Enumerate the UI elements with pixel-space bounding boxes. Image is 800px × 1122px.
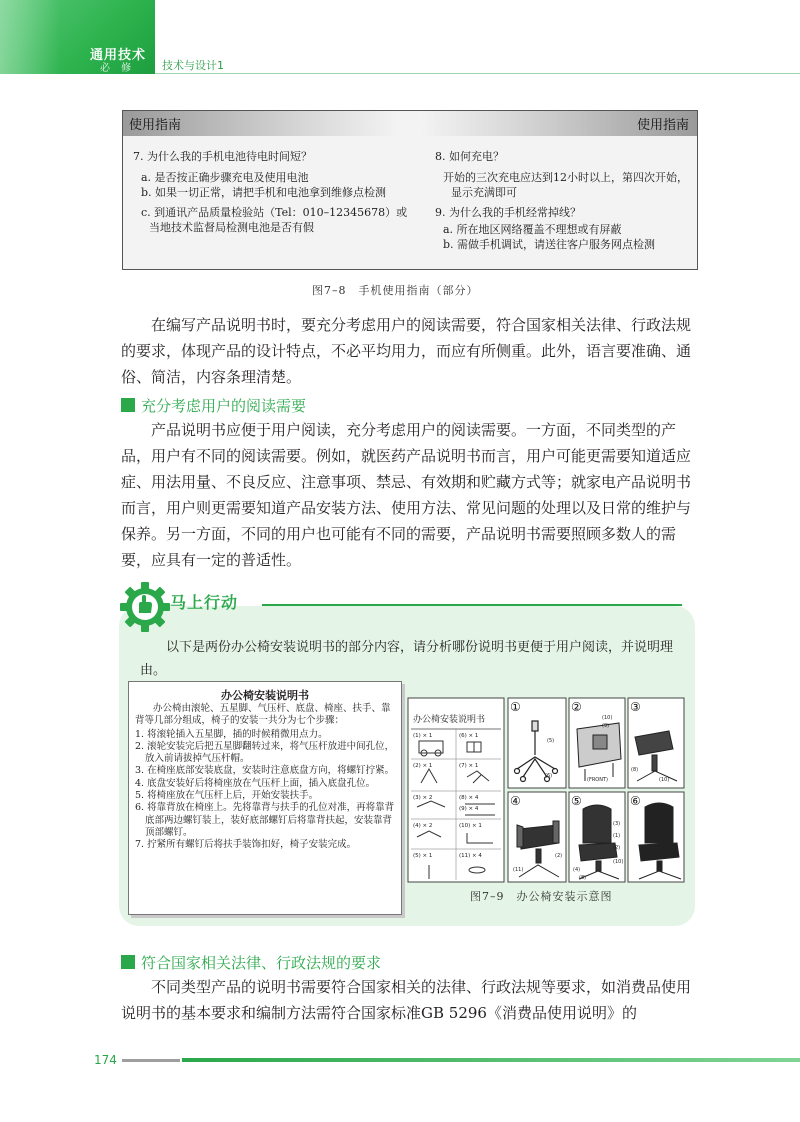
front-label: (FRONT) (587, 777, 608, 783)
part-label: (6) × 1 (459, 733, 479, 739)
callout: (10) (659, 777, 670, 783)
part-label: (9) × 4 (459, 806, 479, 812)
part-label: (3) × 2 (413, 795, 433, 801)
phone-guide-box (122, 110, 698, 270)
callout: (4) (573, 867, 581, 873)
part-label: (11) × 4 (459, 853, 482, 859)
part-label: (8) × 4 (459, 795, 479, 801)
section-title: 充分考虑用户的阅读需要 (141, 397, 307, 415)
section-marker (121, 955, 135, 969)
manual-step: 6. 将靠背放在椅座上。先将靠背与扶手的孔位对准，再将靠背底部两边螺钉装上，装好底部螺钉后将靠背扶起，安装靠背顶部螺钉。 (135, 802, 395, 838)
chair-manual-text (128, 681, 402, 915)
chair-assembly-illustration (407, 697, 685, 883)
guide-question: 9. 为什么我的手机经常掉线？ (435, 206, 581, 219)
guide-answer: a. 所在地区网络覆盖不理想或有屏蔽 (443, 223, 622, 236)
manual-step: 2. 滚轮安装完后把五星脚翻转过来，将气压杆放进中间孔位，放入前请拔掉气压杆帽。 (135, 740, 395, 765)
action-instruction: 以下是两份办公椅安装说明书的部分内容，请分析哪份说明书更便于用户阅读，并说明理由。 (140, 640, 674, 678)
callout: (11) (513, 867, 524, 873)
callout: (9) (602, 723, 610, 729)
callout: (10) (613, 859, 624, 865)
section-marker (121, 398, 135, 412)
step-number: ④ (510, 794, 521, 808)
callout: (3) (613, 821, 621, 827)
manual-step: 5. 将椅座放在气压杆上后，开始安装扶手。 (135, 790, 319, 802)
guide-left-column (133, 149, 413, 235)
gear-icon (118, 580, 172, 634)
manual-step: 1. 将滚轮插入五星脚，插的时候稍微用点力。 (135, 728, 328, 740)
paragraph-intro: 在编写产品说明书时，要充分考虑用户的阅读需要，符合国家相关法律、行政法规的要求，体现产品的设计特点，不必平均用力，而应有所侧重。此外，语言要准确、通俗、简洁，内容条理清楚。 (121, 316, 692, 386)
section-title: 符合国家相关法律、行政法规的要求 (141, 954, 382, 972)
header-rule (155, 73, 800, 74)
part-label: (10) × 1 (459, 823, 482, 829)
step-number: ① (510, 700, 521, 714)
part-label: (7) × 1 (459, 763, 479, 769)
footer-rule-green (182, 1058, 800, 1062)
step-number: ⑤ (571, 794, 582, 808)
book-title: 技术与设计1 (162, 59, 224, 72)
figure-caption-7-9: 图7–9 办公椅安装示意图 (470, 890, 613, 903)
series-title: 通用技术 (90, 48, 147, 63)
callout: (2) (613, 845, 621, 851)
manual-title: 办公椅安装说明书 (221, 689, 309, 702)
footer-rule-gray (122, 1059, 180, 1062)
guide-tag-right: 使用指南 (636, 118, 689, 133)
guide-question: 7. 为什么我的手机电池待电时间短？ (133, 150, 312, 163)
section-heading-1 (121, 395, 421, 415)
manual-intro: 办公椅由滚轮、五星脚、气压杆、底盘、椅座、扶手、靠背等几部分组成，椅子的安装一共分为七个步骤： (135, 703, 391, 727)
step-number: ⑥ (630, 794, 641, 808)
figure-box-title: 办公椅安装说明书 (413, 715, 486, 725)
action-title: 马上行动 (170, 593, 239, 612)
guide-answer: b. 如果一切正常，请把手机和电池拿到维修点检测 (141, 186, 387, 199)
manual-step: 7. 拧紧所有螺钉后将扶手装饰扣好，椅子安装完成。 (135, 839, 357, 851)
callout: (8) (631, 767, 639, 773)
callout: (5) (547, 738, 555, 744)
series-subtitle: 必 修 (100, 63, 136, 74)
callout: (1) (613, 833, 621, 839)
callout: (8) (579, 875, 587, 881)
guide-question: 8. 如何充电？ (435, 150, 504, 163)
part-label: (4) × 2 (413, 823, 433, 829)
guide-title-bar (123, 111, 697, 136)
step-number: ② (571, 700, 582, 714)
manual-step: 3. 在椅座底部安装底盘，安装时注意底盘方向，将螺钉拧紧。 (135, 765, 395, 777)
action-title-rule (262, 604, 682, 606)
callout: (2) (555, 853, 563, 859)
section-heading-2 (121, 952, 481, 972)
guide-answer: a. 是否按正确步骤充电及使用电池 (141, 171, 309, 184)
paragraph-regulations: 不同类型产品的说明书需要符合国家相关的法律、行政法规等要求，如消费品使用说明书的基本要求和编制方法需符合国家标准GB 5296《消费品使用说明》的 (121, 978, 692, 1022)
manual-step: 4. 底盘安装好后将椅座放在气压杆上面，插入底盘孔位。 (135, 777, 376, 789)
callout: (10) (602, 715, 613, 721)
paragraph-reading-needs: 产品说明书应便于用户阅读，充分考虑用户的阅读需要。一方面，不同类型的产品，用户有不同的阅读需要。例如，就医药产品说明书而言，用户可能更需要知道适应症、用法用量、不良反应、注意事项、禁忌、有效期和贮藏方式等；就家电产品说明书而言，用户则更需要知道产品安装方法、使用方法、常见问题的处理以及日常的维护与保养。另一方面，不同的用户也可能有不同的需要，产品说明书需要照顾多数人的需要，应具有一定的普适性。 (121, 421, 692, 569)
guide-right-column (435, 149, 693, 252)
guide-answer: 开始的三次充电应达到12小时以上，第四次开始，显示充满即可 (443, 171, 688, 199)
manual-body (135, 703, 397, 852)
page-number: 174 (94, 1053, 117, 1067)
figure-caption-7-8: 图7–8 手机使用指南（部分） (312, 284, 479, 297)
guide-answer: c. 到通讯产品质量检验站（Tel：010–12345678）或当地技术监督局检测电池是否有假 (141, 206, 408, 234)
part-label: (2) × 1 (413, 763, 433, 769)
part-label: (1) × 1 (413, 733, 433, 739)
part-label: (5) × 1 (413, 853, 433, 859)
step-number: ③ (630, 700, 641, 714)
guide-tag-left: 使用指南 (129, 118, 182, 133)
guide-answer: b. 需做手机调试，请送往客户服务网点检测 (443, 238, 656, 251)
callout: (6) (545, 773, 553, 779)
